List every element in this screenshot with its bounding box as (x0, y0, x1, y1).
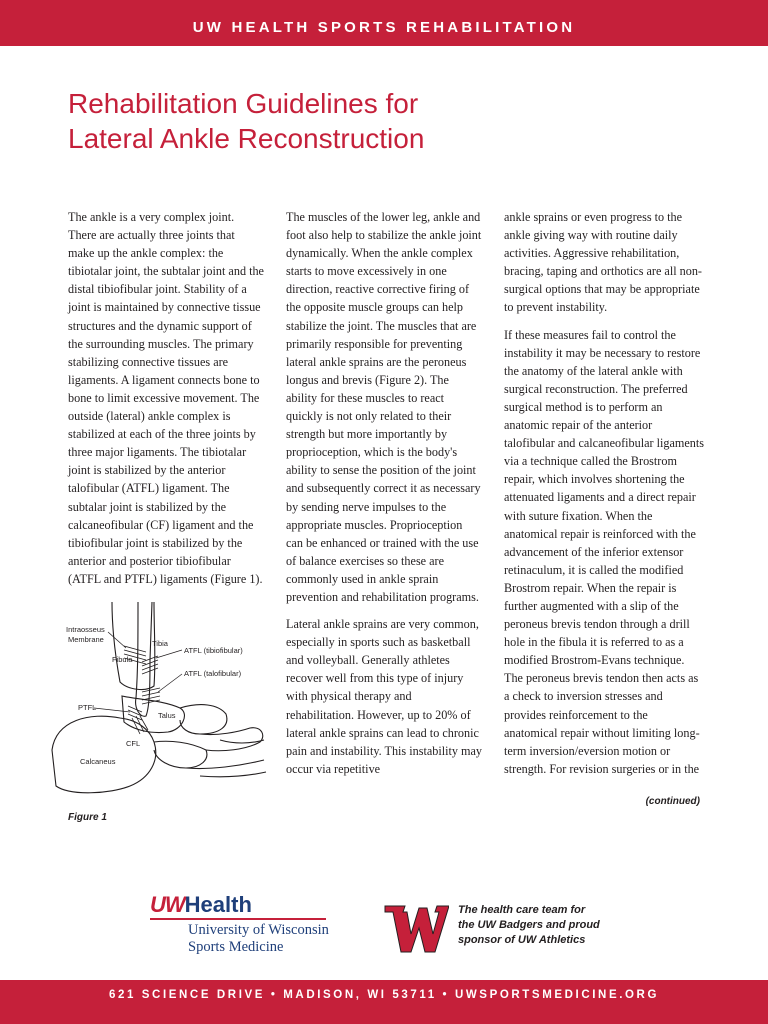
tagline-line-2: the UW Badgers and proud (458, 919, 600, 931)
logo-sub-line-1: University of Wisconsin (188, 922, 329, 938)
metatarsal-line (186, 760, 264, 769)
midfoot-bone-shape (200, 728, 263, 751)
metatarsal-line (220, 740, 264, 743)
figure-caption: Figure 1 (68, 812, 107, 823)
label-atfl-talofibular: ATFL (talofibular) (184, 669, 242, 678)
logo-rule (150, 918, 326, 920)
logo-uw-text: UW (150, 892, 185, 917)
uw-health-logo (150, 892, 330, 962)
label-calcaneus: Calcaneus (80, 757, 116, 766)
label-atfl-tibiofibular: ATFL (tibiofibular) (184, 646, 243, 655)
label-tibia: Tibia (152, 639, 168, 648)
label-membrane: Membrane (68, 635, 104, 644)
footer-address-banner: 621 SCIENCE DRIVE • MADISON, WI 53711 • UWSPORTSMEDICINE.ORG (0, 980, 768, 1024)
paragraph: ankle sprains or even progress to the ankle giving way with routine daily activities. Aggressive rehabilitation, bracing, taping and orthotics are all non-surgical options that may be appropriate to prevent instability. (504, 210, 702, 315)
page-title (68, 86, 708, 156)
tagline-line-3: sponsor of UW Athletics (458, 934, 586, 946)
footer-tagline (458, 903, 638, 948)
navicular-bone-shape (180, 705, 227, 734)
ptfl-hatch (128, 706, 142, 720)
paragraph: Lateral ankle sprains are very common, especially in sports such as basketball and volleyball. Generally athletes recover well from this type of injury with physical therapy and rehabilitation. However, up to 20% of lateral ankle sprains can lead to chronic pain and instability. This instability may occur via repetitive (286, 617, 482, 776)
paragraph: If these measures fail to control the instability it may be necessary to restore the anatomy of the lateral ankle with surgical reconstruction. The preferred surgical method is to perform an anatomic repair of the anterior talofibular and calcaneofibular ligaments via a technique called the Brostrom repair, which involves shortening the attenuated ligaments and a direct repair with suture fixation. When the anatomical repair is reinforced with the advancement of the inferior extensor retinaculum, it is called the modified Brostrom repair. When the repair is further augmented with a slip of the peroneus brevis tendon through a drill hole in the fibula it is referred to as a modified Brostrom-Evans technique. The peroneus brevis tendon then acts as a check to inversion stresses and provides reinforcement to the anatomical repair without limiting long-term inversion/eversion motion or strength. For revision surgeries or in the (504, 327, 704, 776)
cuboid-bone-shape (154, 741, 207, 768)
logo-subtitle (188, 922, 329, 956)
label-ptfl: PTFL (78, 703, 97, 712)
label-intraosseus: Intraosseus (66, 625, 105, 634)
ankle-anatomy-figure (50, 600, 268, 810)
title-line-2: Lateral Ankle Reconstruction (68, 123, 425, 154)
motion-w-logo-icon (383, 898, 449, 956)
body-column-1 (68, 208, 264, 597)
label-fibula: Fibula (112, 655, 133, 664)
tibia-bone-shape (112, 602, 155, 689)
logo-wordmark (150, 892, 252, 918)
tagline-line-1: The health care team for (458, 904, 586, 916)
continued-note: (continued) (645, 796, 700, 807)
label-talus: Talus (158, 711, 176, 720)
header-banner: UW HEALTH SPORTS REHABILITATION (0, 0, 768, 46)
title-line-1: Rehabilitation Guidelines for (68, 88, 419, 119)
metatarsal-line (200, 772, 266, 777)
paragraph: The muscles of the lower leg, ankle and foot also help to stabilize the ankle joint dynamically. When the ankle complex starts to move excessively in one direction, reactive corrective firing of the opposite muscle groups can help stabilize the joint. The muscles that are primarily responsible for preventing lateral ankle sprains are the peroneus longus and brevis (Figure 2). The ability for these muscles to react quickly is not only related to their strength but more importantly by proprioception, which is the body's ability to sense the position of the joint and subsequently correct it as necessary by sending nerve impulses to the appropriate muscles. Proprioception can be enhanced or trained with the use of balance exercises so these are commonly used in ankle sprain prevention and rehabilitation programs. (286, 210, 482, 604)
body-column-3 (504, 208, 704, 787)
ankle-ligament-illustration (50, 600, 268, 810)
body-column-2 (286, 208, 482, 787)
calcaneus-bone-shape (52, 716, 156, 793)
paragraph: The ankle is a very complex joint. There are actually three joints that make up the ankle complex: the tibiotalar joint, the subtalar joint and the distal tibiofibular joint. Stability of a joint is maintained by connective tissue structures and the dynamic support of the surrounding muscles. The primary stabilizing connective tissues are ligaments. A ligament connects bone to bone to limit excessive movement. The outside (lateral) ankle complex is stabilized at each of the three joints by three major ligaments. The tibiotalar joint is stabilized by the anterior talofibular (ATFL) ligament. The subtalar joint is stabilized by the calcaneofibular (CF) ligament and the tibiofibular joint is stabilized by the anterior and posterior tibiofibular (ATFL and PTFL) ligaments (Figure 1). (68, 210, 264, 586)
logo-health-text: Health (184, 892, 252, 917)
label-cfl: CFL (126, 739, 141, 748)
logo-sub-line-2: Sports Medicine (188, 939, 284, 955)
